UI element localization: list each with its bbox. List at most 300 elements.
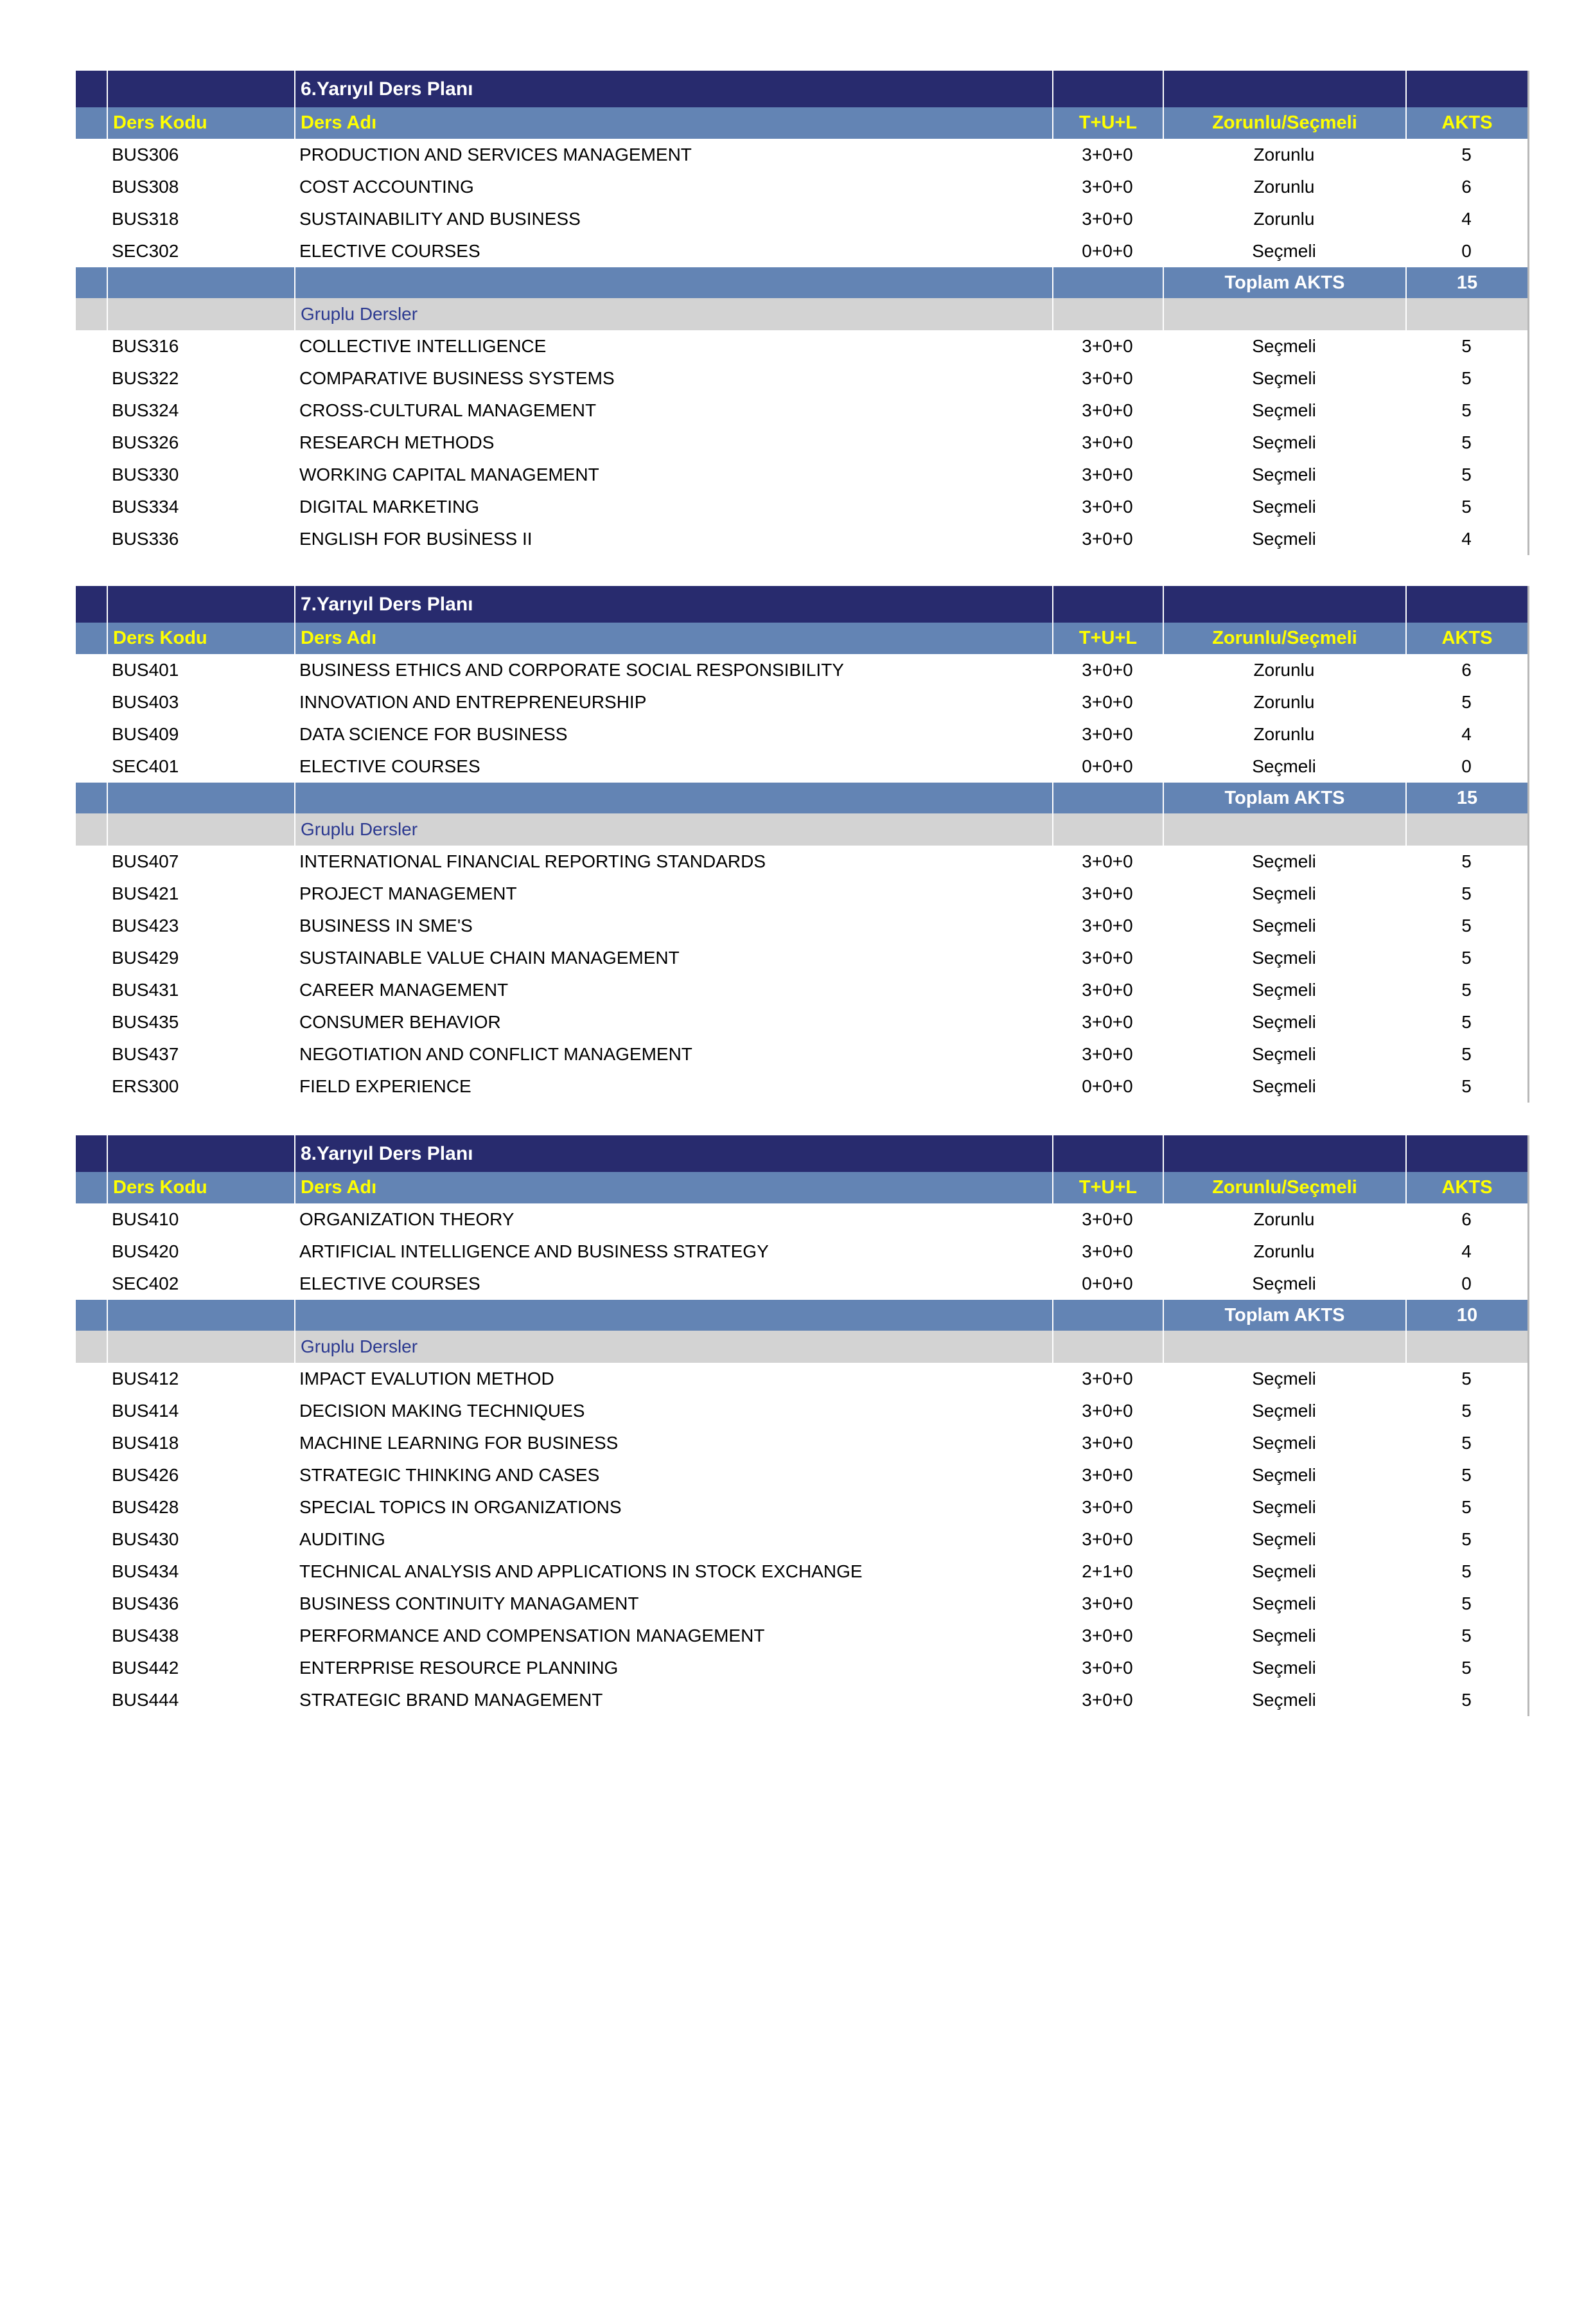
spacer-cell: [107, 586, 294, 623]
course-row: [76, 1684, 1527, 1716]
course-name-cell: SUSTAINABILITY AND BUSINESS: [294, 203, 1052, 235]
course-name-cell: IMPACT EVALUTION METHOD: [294, 1363, 1052, 1395]
course-name-cell: CROSS-CULTURAL MANAGEMENT: [294, 395, 1052, 427]
course-code-cell: BUS410: [107, 1203, 294, 1236]
course-type-cell: Seçmeli: [1163, 878, 1405, 910]
course-akts-cell: 5: [1405, 1491, 1527, 1523]
course-akts-cell: 4: [1405, 1236, 1527, 1268]
course-tul-cell: 3+0+0: [1052, 1523, 1163, 1556]
course-type-cell: Seçmeli: [1163, 846, 1405, 878]
course-type-cell: Zorunlu: [1163, 1203, 1405, 1236]
course-akts-cell: 0: [1405, 235, 1527, 267]
course-akts-cell: 5: [1405, 686, 1527, 718]
course-akts-cell: 5: [1405, 330, 1527, 362]
course-row: [76, 1363, 1527, 1395]
course-code-cell: BUS308: [107, 171, 294, 203]
spacer-cell: [1163, 1331, 1405, 1363]
course-akts-cell: 5: [1405, 1070, 1527, 1103]
course-tul-cell: 3+0+0: [1052, 718, 1163, 750]
course-row: [76, 362, 1527, 395]
spacer-cell: [1163, 813, 1405, 846]
course-tul-cell: 0+0+0: [1052, 1268, 1163, 1300]
total-akts-label: Toplam AKTS: [1163, 1300, 1405, 1331]
course-tul-cell: 3+0+0: [1052, 1620, 1163, 1652]
course-code-cell: BUS412: [107, 1363, 294, 1395]
spacer-cell: [76, 750, 107, 783]
spacer-cell: [76, 910, 107, 942]
course-code-cell: BUS444: [107, 1684, 294, 1716]
col-header-type: Zorunlu/Seçmeli: [1163, 623, 1405, 654]
col-header-tul: T+U+L: [1052, 1172, 1163, 1203]
course-akts-cell: 5: [1405, 1006, 1527, 1038]
course-name-cell: ELECTIVE COURSES: [294, 235, 1052, 267]
course-row: [76, 654, 1527, 686]
course-row: [76, 1203, 1527, 1236]
spacer-cell: [294, 1300, 1052, 1331]
spacer-cell: [76, 298, 107, 330]
course-row: [76, 1588, 1527, 1620]
course-name-cell: COST ACCOUNTING: [294, 171, 1052, 203]
course-akts-cell: 6: [1405, 1203, 1527, 1236]
course-name-cell: CAREER MANAGEMENT: [294, 974, 1052, 1006]
spacer-cell: [76, 1588, 107, 1620]
course-akts-cell: 5: [1405, 1684, 1527, 1716]
course-row: [76, 395, 1527, 427]
spacer-cell: [76, 71, 107, 107]
course-tul-cell: 3+0+0: [1052, 1395, 1163, 1427]
spacer-cell: [1405, 298, 1527, 330]
spacer-cell: [1405, 1331, 1527, 1363]
course-name-cell: SPECIAL TOPICS IN ORGANIZATIONS: [294, 1491, 1052, 1523]
course-code-cell: BUS324: [107, 395, 294, 427]
course-row: [76, 1523, 1527, 1556]
group-courses-row: [76, 1331, 1527, 1363]
course-type-cell: Seçmeli: [1163, 459, 1405, 491]
spacer-cell: [76, 1684, 107, 1716]
course-tul-cell: 3+0+0: [1052, 654, 1163, 686]
course-code-cell: BUS428: [107, 1491, 294, 1523]
col-header-type: Zorunlu/Seçmeli: [1163, 1172, 1405, 1203]
course-name-cell: PROJECT MANAGEMENT: [294, 878, 1052, 910]
spacer-cell: [1163, 1135, 1405, 1172]
spacer-cell: [76, 1395, 107, 1427]
course-akts-cell: 5: [1405, 1652, 1527, 1684]
course-type-cell: Seçmeli: [1163, 1523, 1405, 1556]
spacer-cell: [76, 1172, 107, 1203]
table-title: 7.Yarıyıl Ders Planı: [294, 586, 1052, 623]
course-akts-cell: 5: [1405, 1038, 1527, 1070]
col-header-tul: T+U+L: [1052, 623, 1163, 654]
course-row: [76, 1038, 1527, 1070]
col-header-code: Ders Kodu: [107, 623, 294, 654]
course-name-cell: INNOVATION AND ENTREPRENEURSHIP: [294, 686, 1052, 718]
total-akts-value: 10: [1405, 1300, 1527, 1331]
total-akts-label: Toplam AKTS: [1163, 783, 1405, 813]
course-tul-cell: 3+0+0: [1052, 1236, 1163, 1268]
course-code-cell: SEC402: [107, 1268, 294, 1300]
spacer-cell: [1052, 813, 1163, 846]
col-header-akts: AKTS: [1405, 623, 1527, 654]
spacer-cell: [76, 235, 107, 267]
course-row: [76, 1427, 1527, 1459]
course-code-cell: BUS438: [107, 1620, 294, 1652]
spacer-cell: [107, 1300, 294, 1331]
col-header-code: Ders Kodu: [107, 1172, 294, 1203]
course-type-cell: Seçmeli: [1163, 1363, 1405, 1395]
course-akts-cell: 5: [1405, 1523, 1527, 1556]
course-name-cell: TECHNICAL ANALYSIS AND APPLICATIONS IN STOCK EXCHANGE: [294, 1556, 1052, 1588]
table-title-row: [76, 586, 1527, 623]
group-courses-label: Gruplu Dersler: [294, 298, 1052, 330]
spacer-cell: [1052, 586, 1163, 623]
course-tul-cell: 3+0+0: [1052, 459, 1163, 491]
course-name-cell: SUSTAINABLE VALUE CHAIN MANAGEMENT: [294, 942, 1052, 974]
spacer-cell: [76, 783, 107, 813]
spacer-cell: [76, 942, 107, 974]
course-type-cell: Seçmeli: [1163, 1684, 1405, 1716]
course-tul-cell: 3+0+0: [1052, 910, 1163, 942]
course-tul-cell: 3+0+0: [1052, 1459, 1163, 1491]
course-row: [76, 1491, 1527, 1523]
spacer-cell: [76, 267, 107, 298]
course-akts-cell: 5: [1405, 942, 1527, 974]
course-tul-cell: 0+0+0: [1052, 235, 1163, 267]
course-code-cell: BUS421: [107, 878, 294, 910]
course-type-cell: Seçmeli: [1163, 1070, 1405, 1103]
spacer-cell: [76, 846, 107, 878]
table-title-row: [76, 1135, 1527, 1172]
course-code-cell: BUS334: [107, 491, 294, 523]
course-akts-cell: 5: [1405, 1395, 1527, 1427]
course-name-cell: COMPARATIVE BUSINESS SYSTEMS: [294, 362, 1052, 395]
col-header-name: Ders Adı: [294, 1172, 1052, 1203]
spacer-cell: [76, 686, 107, 718]
table-title: 8.Yarıyıl Ders Planı: [294, 1135, 1052, 1172]
course-akts-cell: 4: [1405, 718, 1527, 750]
course-code-cell: BUS322: [107, 362, 294, 395]
total-akts-value: 15: [1405, 267, 1527, 298]
course-type-cell: Zorunlu: [1163, 1236, 1405, 1268]
spacer-cell: [76, 878, 107, 910]
group-courses-label: Gruplu Dersler: [294, 813, 1052, 846]
course-code-cell: BUS403: [107, 686, 294, 718]
course-row: [76, 459, 1527, 491]
course-type-cell: Seçmeli: [1163, 1427, 1405, 1459]
course-row: [76, 523, 1527, 555]
spacer-cell: [1052, 267, 1163, 298]
spacer-cell: [1405, 1135, 1527, 1172]
course-tul-cell: 0+0+0: [1052, 1070, 1163, 1103]
semester-7-plan-table: [76, 586, 1529, 1103]
course-name-cell: FIELD EXPERIENCE: [294, 1070, 1052, 1103]
course-name-cell: ENTERPRISE RESOURCE PLANNING: [294, 1652, 1052, 1684]
spacer-cell: [76, 718, 107, 750]
course-type-cell: Seçmeli: [1163, 427, 1405, 459]
course-akts-cell: 5: [1405, 395, 1527, 427]
course-akts-cell: 5: [1405, 1363, 1527, 1395]
course-tul-cell: 3+0+0: [1052, 1203, 1163, 1236]
course-akts-cell: 5: [1405, 491, 1527, 523]
course-tul-cell: 3+0+0: [1052, 171, 1163, 203]
spacer-cell: [76, 1236, 107, 1268]
course-type-cell: Seçmeli: [1163, 1588, 1405, 1620]
spacer-cell: [76, 974, 107, 1006]
course-name-cell: PRODUCTION AND SERVICES MANAGEMENT: [294, 139, 1052, 171]
course-akts-cell: 5: [1405, 1427, 1527, 1459]
course-name-cell: ORGANIZATION THEORY: [294, 1203, 1052, 1236]
course-code-cell: BUS437: [107, 1038, 294, 1070]
spacer-cell: [76, 654, 107, 686]
course-tul-cell: 3+0+0: [1052, 395, 1163, 427]
course-tul-cell: 3+0+0: [1052, 523, 1163, 555]
spacer-cell: [76, 1556, 107, 1588]
course-row: [76, 718, 1527, 750]
course-name-cell: NEGOTIATION AND CONFLICT MANAGEMENT: [294, 1038, 1052, 1070]
course-type-cell: Zorunlu: [1163, 654, 1405, 686]
course-name-cell: COLLECTIVE INTELLIGENCE: [294, 330, 1052, 362]
spacer-cell: [76, 459, 107, 491]
course-row: [76, 1268, 1527, 1300]
course-code-cell: SEC302: [107, 235, 294, 267]
course-akts-cell: 5: [1405, 974, 1527, 1006]
course-type-cell: Zorunlu: [1163, 139, 1405, 171]
course-akts-cell: 6: [1405, 171, 1527, 203]
column-header-row: [76, 1172, 1527, 1203]
spacer-cell: [76, 1070, 107, 1103]
course-code-cell: BUS418: [107, 1427, 294, 1459]
spacer-cell: [76, 1268, 107, 1300]
course-name-cell: ELECTIVE COURSES: [294, 750, 1052, 783]
course-akts-cell: 5: [1405, 846, 1527, 878]
col-header-code: Ders Kodu: [107, 107, 294, 139]
course-row: [76, 171, 1527, 203]
course-code-cell: BUS430: [107, 1523, 294, 1556]
course-name-cell: ENGLISH FOR BUSİNESS II: [294, 523, 1052, 555]
course-tul-cell: 3+0+0: [1052, 491, 1163, 523]
col-header-akts: AKTS: [1405, 1172, 1527, 1203]
course-akts-cell: 4: [1405, 523, 1527, 555]
course-akts-cell: 5: [1405, 1459, 1527, 1491]
spacer-cell: [76, 1300, 107, 1331]
course-type-cell: Seçmeli: [1163, 1556, 1405, 1588]
spacer-cell: [107, 783, 294, 813]
spacer-cell: [76, 1038, 107, 1070]
course-akts-cell: 5: [1405, 1556, 1527, 1588]
course-tul-cell: 3+0+0: [1052, 1427, 1163, 1459]
course-name-cell: ELECTIVE COURSES: [294, 1268, 1052, 1300]
spacer-cell: [76, 586, 107, 623]
total-akts-label: Toplam AKTS: [1163, 267, 1405, 298]
course-code-cell: BUS429: [107, 942, 294, 974]
course-type-cell: Seçmeli: [1163, 750, 1405, 783]
course-row: [76, 942, 1527, 974]
course-akts-cell: 5: [1405, 1588, 1527, 1620]
course-name-cell: BUSINESS CONTINUITY MANAGAMENT: [294, 1588, 1052, 1620]
course-type-cell: Seçmeli: [1163, 1038, 1405, 1070]
course-code-cell: BUS326: [107, 427, 294, 459]
column-header-row: [76, 107, 1527, 139]
course-name-cell: DATA SCIENCE FOR BUSINESS: [294, 718, 1052, 750]
course-tul-cell: 3+0+0: [1052, 1588, 1163, 1620]
course-code-cell: BUS409: [107, 718, 294, 750]
course-tul-cell: 2+1+0: [1052, 1556, 1163, 1588]
course-tul-cell: 3+0+0: [1052, 1006, 1163, 1038]
course-name-cell: RESEARCH METHODS: [294, 427, 1052, 459]
course-row: [76, 750, 1527, 783]
course-row: [76, 330, 1527, 362]
spacer-cell: [76, 1427, 107, 1459]
course-code-cell: BUS426: [107, 1459, 294, 1491]
course-tul-cell: 3+0+0: [1052, 139, 1163, 171]
spacer-cell: [76, 139, 107, 171]
course-name-cell: AUDITING: [294, 1523, 1052, 1556]
course-code-cell: BUS435: [107, 1006, 294, 1038]
course-tul-cell: 3+0+0: [1052, 1491, 1163, 1523]
table-title: 6.Yarıyıl Ders Planı: [294, 71, 1052, 107]
course-name-cell: BUSINESS ETHICS AND CORPORATE SOCIAL RESPONSIBILITY: [294, 654, 1052, 686]
spacer-cell: [76, 1363, 107, 1395]
course-row: [76, 1006, 1527, 1038]
course-code-cell: BUS414: [107, 1395, 294, 1427]
col-header-type: Zorunlu/Seçmeli: [1163, 107, 1405, 139]
course-code-cell: BUS330: [107, 459, 294, 491]
course-tul-cell: 3+0+0: [1052, 846, 1163, 878]
course-tul-cell: 3+0+0: [1052, 974, 1163, 1006]
course-tul-cell: 3+0+0: [1052, 427, 1163, 459]
course-tul-cell: 3+0+0: [1052, 1684, 1163, 1716]
spacer-cell: [76, 623, 107, 654]
course-tul-cell: 3+0+0: [1052, 330, 1163, 362]
spacer-cell: [76, 1459, 107, 1491]
course-code-cell: SEC401: [107, 750, 294, 783]
course-type-cell: Seçmeli: [1163, 1459, 1405, 1491]
course-type-cell: Seçmeli: [1163, 395, 1405, 427]
spacer-cell: [76, 1135, 107, 1172]
course-type-cell: Seçmeli: [1163, 974, 1405, 1006]
col-header-akts: AKTS: [1405, 107, 1527, 139]
spacer-cell: [1405, 71, 1527, 107]
spacer-cell: [76, 1203, 107, 1236]
spacer-cell: [294, 267, 1052, 298]
course-akts-cell: 5: [1405, 910, 1527, 942]
spacer-cell: [76, 1652, 107, 1684]
course-row: [76, 1236, 1527, 1268]
course-name-cell: STRATEGIC THINKING AND CASES: [294, 1459, 1052, 1491]
column-header-row: [76, 623, 1527, 654]
course-akts-cell: 0: [1405, 750, 1527, 783]
course-row: [76, 846, 1527, 878]
spacer-cell: [76, 491, 107, 523]
spacer-cell: [76, 330, 107, 362]
course-row: [76, 686, 1527, 718]
course-akts-cell: 5: [1405, 878, 1527, 910]
course-akts-cell: 5: [1405, 139, 1527, 171]
spacer-cell: [1163, 586, 1405, 623]
course-tul-cell: 3+0+0: [1052, 942, 1163, 974]
course-code-cell: BUS401: [107, 654, 294, 686]
total-akts-row: [76, 267, 1527, 298]
spacer-cell: [76, 107, 107, 139]
spacer-cell: [1405, 813, 1527, 846]
course-row: [76, 1070, 1527, 1103]
spacer-cell: [76, 395, 107, 427]
spacer-cell: [107, 298, 294, 330]
course-code-cell: BUS336: [107, 523, 294, 555]
course-type-cell: Seçmeli: [1163, 1620, 1405, 1652]
course-type-cell: Seçmeli: [1163, 910, 1405, 942]
course-type-cell: Seçmeli: [1163, 362, 1405, 395]
col-header-name: Ders Adı: [294, 623, 1052, 654]
col-header-name: Ders Adı: [294, 107, 1052, 139]
course-type-cell: Seçmeli: [1163, 491, 1405, 523]
course-code-cell: BUS420: [107, 1236, 294, 1268]
course-tul-cell: 0+0+0: [1052, 750, 1163, 783]
course-tul-cell: 3+0+0: [1052, 1038, 1163, 1070]
course-type-cell: Zorunlu: [1163, 686, 1405, 718]
spacer-cell: [1405, 586, 1527, 623]
group-courses-label: Gruplu Dersler: [294, 1331, 1052, 1363]
course-code-cell: BUS423: [107, 910, 294, 942]
course-type-cell: Seçmeli: [1163, 1491, 1405, 1523]
course-type-cell: Seçmeli: [1163, 330, 1405, 362]
course-tul-cell: 3+0+0: [1052, 362, 1163, 395]
course-type-cell: Seçmeli: [1163, 235, 1405, 267]
spacer-cell: [1052, 298, 1163, 330]
course-row: [76, 878, 1527, 910]
course-type-cell: Seçmeli: [1163, 1268, 1405, 1300]
semester-6-plan-table: [76, 71, 1529, 555]
spacer-cell: [76, 427, 107, 459]
course-name-cell: INTERNATIONAL FINANCIAL REPORTING STANDARDS: [294, 846, 1052, 878]
spacer-cell: [76, 203, 107, 235]
course-row: [76, 974, 1527, 1006]
group-courses-row: [76, 298, 1527, 330]
course-tul-cell: 3+0+0: [1052, 878, 1163, 910]
course-type-cell: Zorunlu: [1163, 171, 1405, 203]
spacer-cell: [107, 1331, 294, 1363]
spacer-cell: [76, 1331, 107, 1363]
course-code-cell: ERS300: [107, 1070, 294, 1103]
course-name-cell: STRATEGIC BRAND MANAGEMENT: [294, 1684, 1052, 1716]
spacer-cell: [76, 1006, 107, 1038]
course-code-cell: BUS318: [107, 203, 294, 235]
spacer-cell: [107, 71, 294, 107]
spacer-cell: [76, 171, 107, 203]
spacer-cell: [1163, 71, 1405, 107]
spacer-cell: [76, 523, 107, 555]
spacer-cell: [1052, 1300, 1163, 1331]
spacer-cell: [1052, 783, 1163, 813]
spacer-cell: [1163, 298, 1405, 330]
course-name-cell: WORKING CAPITAL MANAGEMENT: [294, 459, 1052, 491]
course-type-cell: Seçmeli: [1163, 942, 1405, 974]
course-tul-cell: 3+0+0: [1052, 1652, 1163, 1684]
course-code-cell: BUS431: [107, 974, 294, 1006]
course-akts-cell: 5: [1405, 459, 1527, 491]
course-row: [76, 1395, 1527, 1427]
course-row: [76, 491, 1527, 523]
course-name-cell: MACHINE LEARNING FOR BUSINESS: [294, 1427, 1052, 1459]
course-type-cell: Seçmeli: [1163, 1395, 1405, 1427]
course-plan-document: [0, 71, 1593, 2324]
spacer-cell: [76, 1491, 107, 1523]
spacer-cell: [107, 1135, 294, 1172]
spacer-cell: [76, 813, 107, 846]
course-code-cell: BUS442: [107, 1652, 294, 1684]
course-row: [76, 1652, 1527, 1684]
course-code-cell: BUS316: [107, 330, 294, 362]
course-tul-cell: 3+0+0: [1052, 686, 1163, 718]
